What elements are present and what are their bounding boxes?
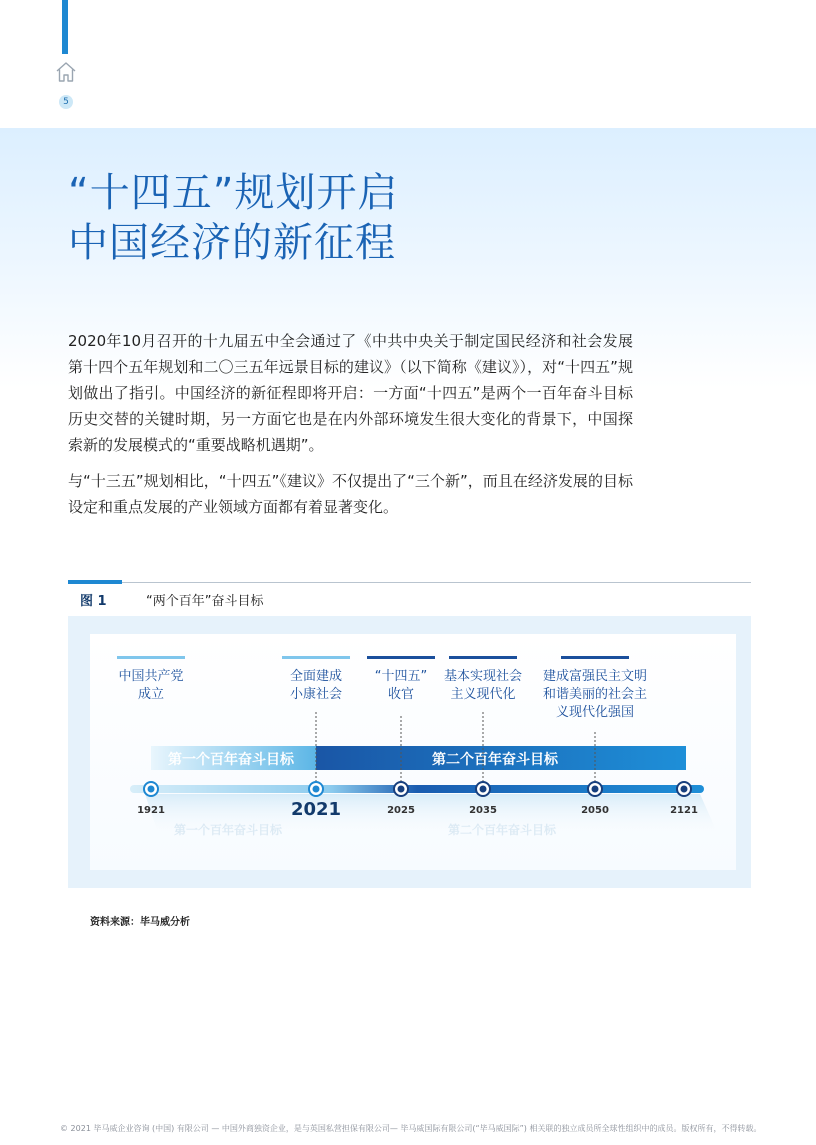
top-accent-bar [62,0,68,54]
paragraph-comparison: 与“十三五”规划相比，“十四五”《建议》不仅提出了“三个新”，而且在经济发展的目标设定和重点发展的产业领域方面都有着显著变化。 [68,472,633,516]
title-line-1: “十四五”规划开启 [68,170,399,216]
milestone-2021-node-core [313,786,320,793]
milestone-2025-label-line: “十四五” [374,669,428,684]
figure-label: 图 1 [80,594,107,609]
milestone-2021-label-line: 小康社会 [289,687,343,702]
paragraph-intro: 2020年10月召开的十九届五中全会通过了《中共中央关于制定国民经济和社会发展第十四个五年规划和二〇三五年远景目标的建议》（以下简称《建议》），对“十四五”规划做出了指引。中国经济的新征程即将开启：一方面“十四五”是两个一百年奋斗目标历史交替的关键时期，另一方面它也是在内外部环境发生很大变化的背景下，中国探索新的发展模式的“重要战略机遇期”。 [68,332,633,454]
page-title [68,168,398,268]
milestone-2021-label-line: 全面建成 [289,669,343,684]
milestone-2050-node-core [592,786,599,793]
milestone-2021-year: 2021 [290,799,342,820]
milestone-2050-accent [561,656,629,659]
milestone-2050-label-line: 和谐美丽的社会主 [542,687,648,702]
first-century-band-label: 第一个百年奋斗目标 [168,752,294,768]
milestone-1921-year: 1921 [137,805,165,816]
milestone-2035-node-core [480,786,487,793]
milestone-2021-accent [282,656,350,659]
reflection-second-century: 第二个百年奋斗目标 [448,823,557,837]
title-line-2: 中国经济的新征程 [68,220,396,266]
milestone-2035-year: 2035 [469,805,497,816]
figure-caption: “两个百年”奋斗目标 [146,594,264,609]
milestone-2025-year: 2025 [387,805,415,816]
milestone-2035-accent [449,656,517,659]
milestone-2025-label-line: 收官 [387,687,415,702]
figure-divider [68,582,751,583]
home-icon[interactable] [54,60,78,84]
reflection-first-century: 第一个百年奋斗目标 [174,823,283,837]
milestone-1921-accent [117,656,185,659]
milestone-2050-year: 2050 [581,805,609,816]
milestone-2050-label-line: 义现代化强国 [555,705,635,720]
milestone-2121-year: 2121 [670,805,698,816]
figure-divider-accent [68,580,122,584]
milestone-2025-accent [367,656,435,659]
timeline-diagram [90,634,736,870]
milestone-2050-label-line: 建成富强民主文明 [542,669,648,684]
milestone-2025-node-core [398,786,405,793]
milestone-1921-label-line: 中国共产党 [118,669,184,684]
milestone-2121-node-core [681,786,688,793]
milestone-1921-label-line: 成立 [137,687,165,702]
second-century-band-label: 第二个百年奋斗目标 [432,752,558,768]
timeline-axis [130,785,704,793]
page-number-badge: 5 [59,95,73,109]
milestone-2035-label-line: 基本实现社会 [443,669,523,684]
milestone-2035-label-line: 主义现代化 [450,687,516,702]
copyright-footer: © 2021 毕马威企业咨询 (中国) 有限公司 — 中国外商独资企业，是与英国私营担保有限公司— 毕马威国际有限公司(“毕马威国际”) 相关联的独立成员所全球性组织中的成员。版权所有，不得转载。 [60,1124,762,1133]
milestone-1921-node-core [148,786,155,793]
source-note: 资料来源：毕马威分析 [90,917,190,928]
